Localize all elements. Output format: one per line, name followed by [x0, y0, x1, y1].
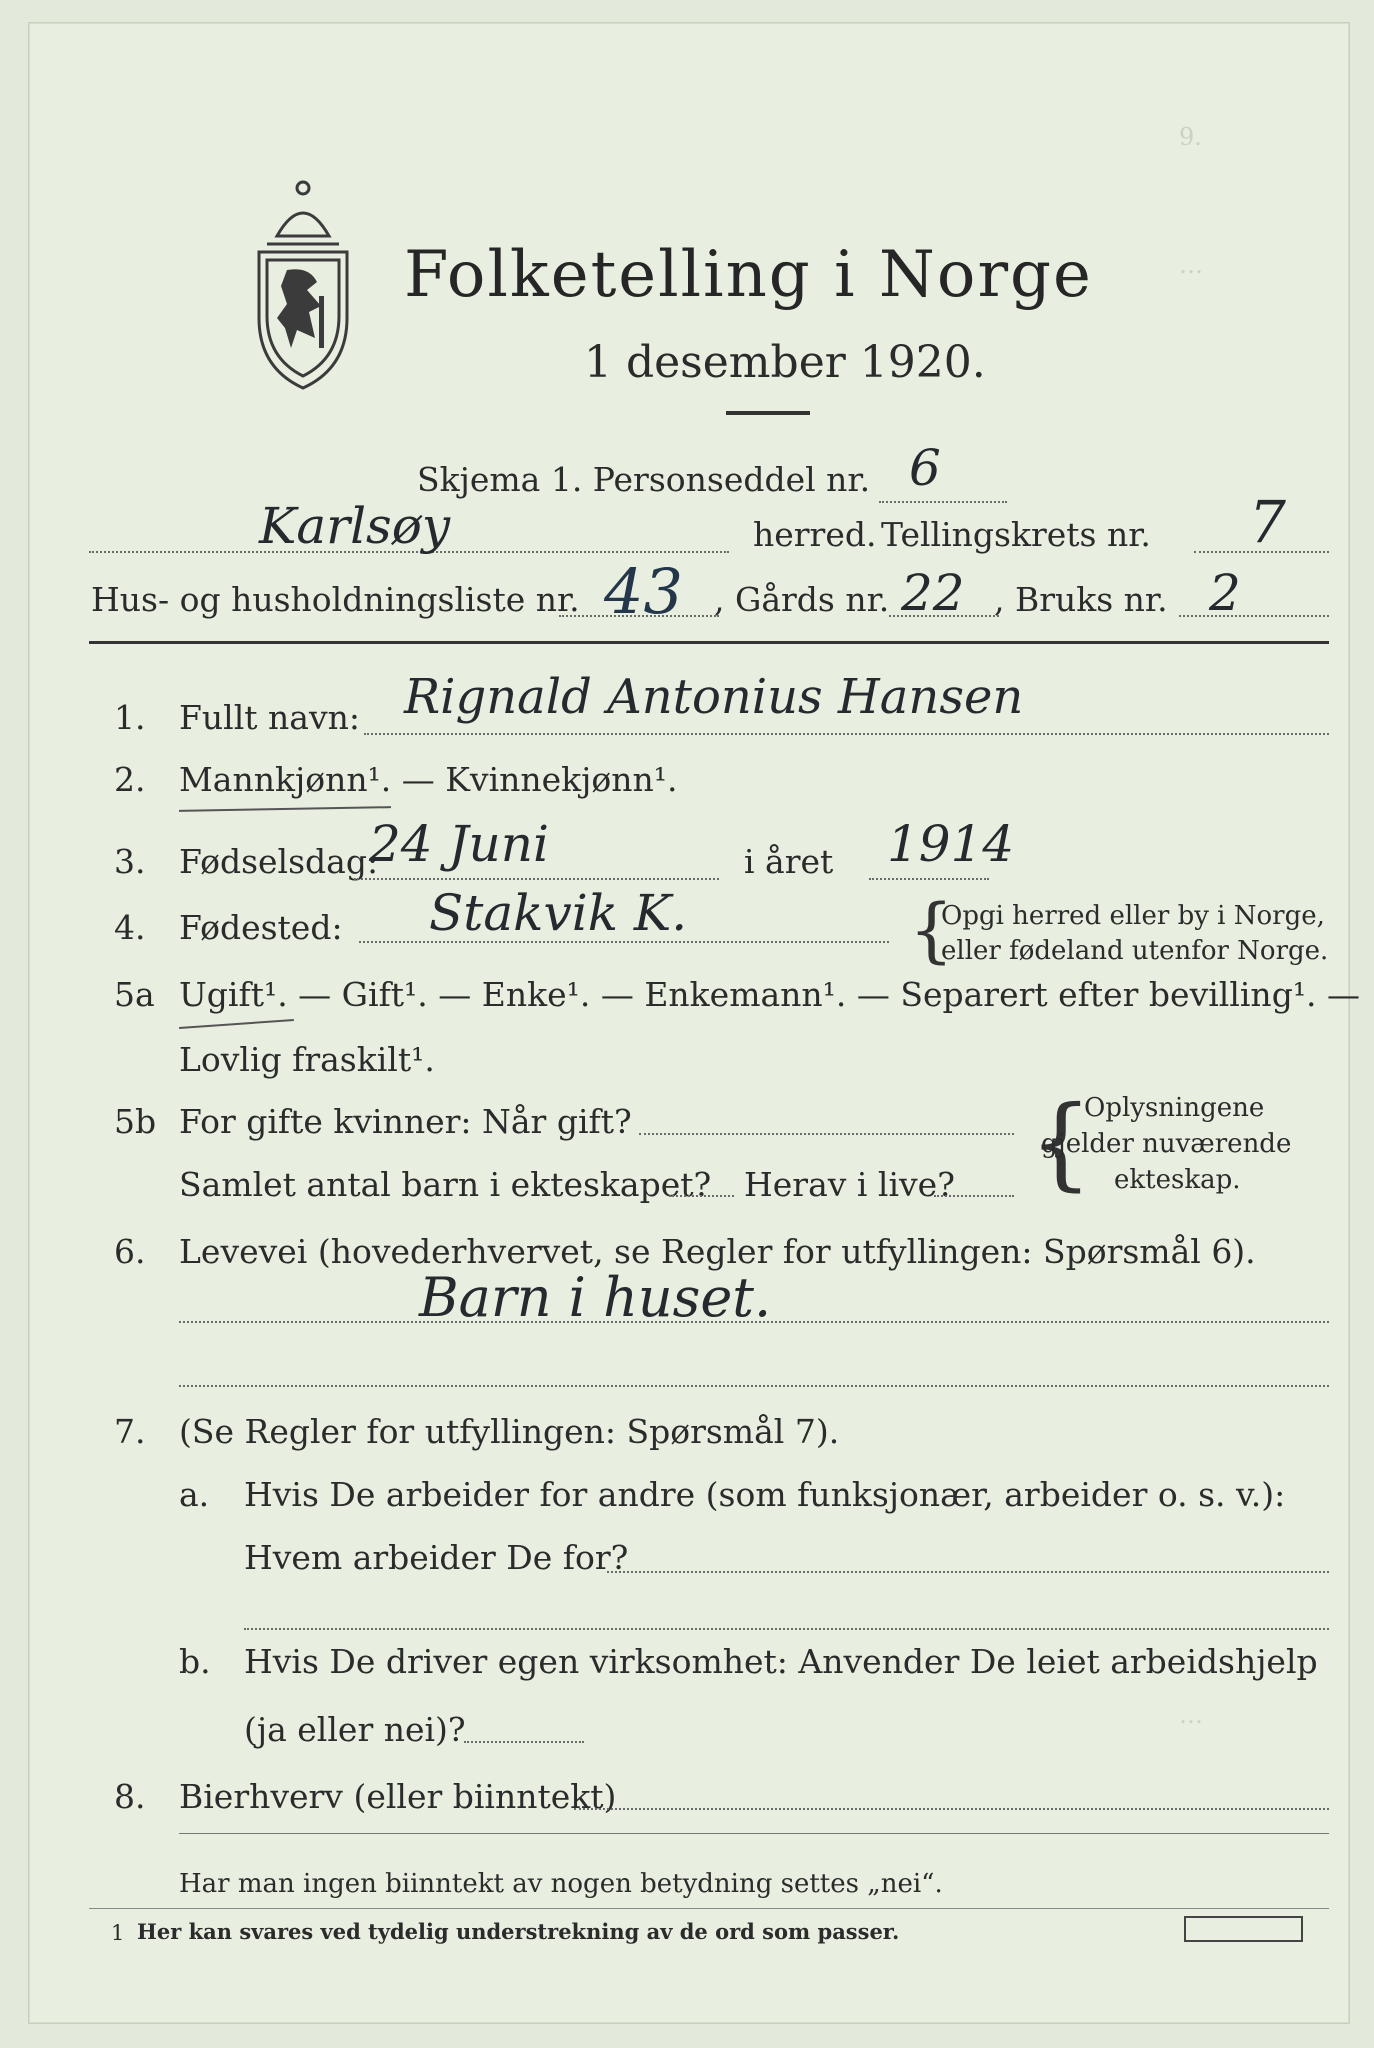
q6-line-2 — [179, 1385, 1329, 1387]
coat-of-arms-icon — [247, 178, 359, 393]
q5b-alive-label: Herav i live? — [744, 1165, 955, 1204]
q5b-alive-line — [934, 1195, 1014, 1197]
q1-line — [364, 733, 1329, 735]
q2-number: 2. — [114, 760, 146, 799]
herred-value: Karlsøy — [259, 497, 451, 555]
income-note: Har man ingen biinntekt av nogen betydning settes „nei“. — [179, 1869, 943, 1899]
q7b-answer-line — [464, 1741, 584, 1743]
q2-underline-mark — [179, 806, 391, 812]
personseddel-number: 6 — [909, 439, 941, 497]
q5b-note-line2: gjelder nuværende — [1041, 1129, 1292, 1159]
header-rule — [89, 641, 1329, 644]
bruks-line — [1179, 615, 1329, 617]
bleed-through-text: 9. — [1179, 123, 1202, 151]
husholdningsliste-label: Hus- og husholdningsliste nr. — [91, 580, 580, 619]
q4-label: Fødested: — [179, 908, 343, 947]
gards-label: , Gårds nr. — [714, 580, 890, 619]
q6-number: 6. — [114, 1232, 146, 1271]
q3-day-line — [354, 878, 719, 880]
q7a-letter: a. — [179, 1475, 210, 1514]
q5a-underline-mark — [179, 1019, 294, 1029]
q1-label: Fullt navn: — [179, 698, 360, 737]
q6-label: Levevei (hovederhvervet, se Regler for utfyllingen: Spørsmål 6). — [179, 1232, 1256, 1271]
q1-number: 1. — [114, 698, 146, 737]
q3-year-line — [869, 878, 989, 880]
q7-number: 7. — [114, 1412, 146, 1451]
form-sheet — [28, 22, 1361, 2024]
personseddel-line — [879, 501, 1007, 503]
husholdningsliste-number: 43 — [604, 555, 683, 628]
q8-bottom-rule — [179, 1833, 1329, 1834]
herred-label: herred. — [753, 515, 877, 554]
heading-divider — [726, 411, 810, 415]
footnote-marker: 1 — [111, 1921, 125, 1945]
q7b-text: Hvis De driver egen virksomhet: Anvender De leiet arbeidshjelp — [244, 1642, 1318, 1681]
q1-value: Rignald Antonius Hansen — [404, 669, 1024, 725]
gards-number: 22 — [901, 564, 965, 622]
q4-number: 4. — [114, 908, 146, 947]
q2-options: Mannkjønn¹. — Kvinnekjønn¹. — [179, 760, 678, 799]
q6-line-1 — [179, 1321, 1329, 1323]
form-title: Folketelling i Norge — [404, 238, 1093, 312]
q7a-employer-label: Hvem arbeider De for? — [244, 1538, 629, 1577]
printer-stamp — [1184, 1916, 1303, 1942]
q3-day-value: 24 Juni — [369, 815, 549, 873]
q7b-letter: b. — [179, 1642, 211, 1681]
q8-number: 8. — [114, 1777, 146, 1816]
q5b-married-label: For gifte kvinner: Når gift? — [179, 1102, 632, 1141]
q8-line — [574, 1808, 1329, 1810]
q5b-number: 5b — [114, 1102, 157, 1141]
tellingskrets-number: 7 — [1249, 488, 1286, 556]
q7b-answer-label: (ja eller nei)? — [244, 1710, 466, 1749]
q4-note-line2: eller fødeland utenfor Norge. — [941, 936, 1329, 966]
bleed-through-text: … — [1179, 251, 1203, 279]
q6-value: Barn i huset. — [419, 1266, 772, 1329]
q4-value: Stakvik K. — [429, 884, 688, 942]
q5b-note-line3: ekteskap. — [1114, 1165, 1241, 1195]
q5b-children-label: Samlet antal barn i ekteskapet? — [179, 1165, 712, 1204]
schema-label: Skjema 1. Personseddel nr. — [417, 460, 871, 499]
form-date: 1 desember 1920. — [584, 337, 986, 388]
bruks-number: 2 — [1209, 564, 1241, 622]
q7-label: (Se Regler for utfyllingen: Spørsmål 7). — [179, 1412, 840, 1451]
q5b-note-line1: Oplysningene — [1084, 1093, 1265, 1123]
q5b-married-line — [639, 1133, 1014, 1135]
footnote-text: Her kan svares ved tydelig understrekning av de ord som passer. — [137, 1919, 900, 1944]
q3-label: Fødselsdag: — [179, 842, 379, 881]
footnote-rule — [89, 1908, 1329, 1909]
bleed-through-text: … — [1179, 1701, 1203, 1729]
q5a-options-line1: Ugift¹. — Gift¹. — Enke¹. — Enkemann¹. — Separert efter bevilling¹. — — [179, 975, 1361, 1014]
q7a-text: Hvis De arbeider for andre (som funksjonær, arbeider o. s. v.): — [244, 1475, 1286, 1514]
q3-number: 3. — [114, 842, 146, 881]
q5a-number: 5a — [114, 975, 155, 1014]
q8-label: Bierhverv (eller biinntekt) — [179, 1777, 617, 1816]
q7a-employer-line — [607, 1571, 1329, 1573]
q3-year-value: 1914 — [887, 815, 1015, 873]
q5a-options-line2: Lovlig fraskilt¹. — [179, 1040, 435, 1079]
q7a-extra-line — [244, 1628, 1329, 1630]
tellingskrets-label: Tellingskrets nr. — [881, 515, 1151, 554]
q3-year-label: i året — [744, 842, 834, 881]
q5b-brace: { — [1029, 1084, 1093, 1201]
q4-brace: { — [909, 889, 954, 971]
q4-note-line1: Opgi herred eller by i Norge, — [941, 901, 1325, 931]
q5b-children-line — [669, 1195, 734, 1197]
bruks-label: , Bruks nr. — [994, 580, 1168, 619]
